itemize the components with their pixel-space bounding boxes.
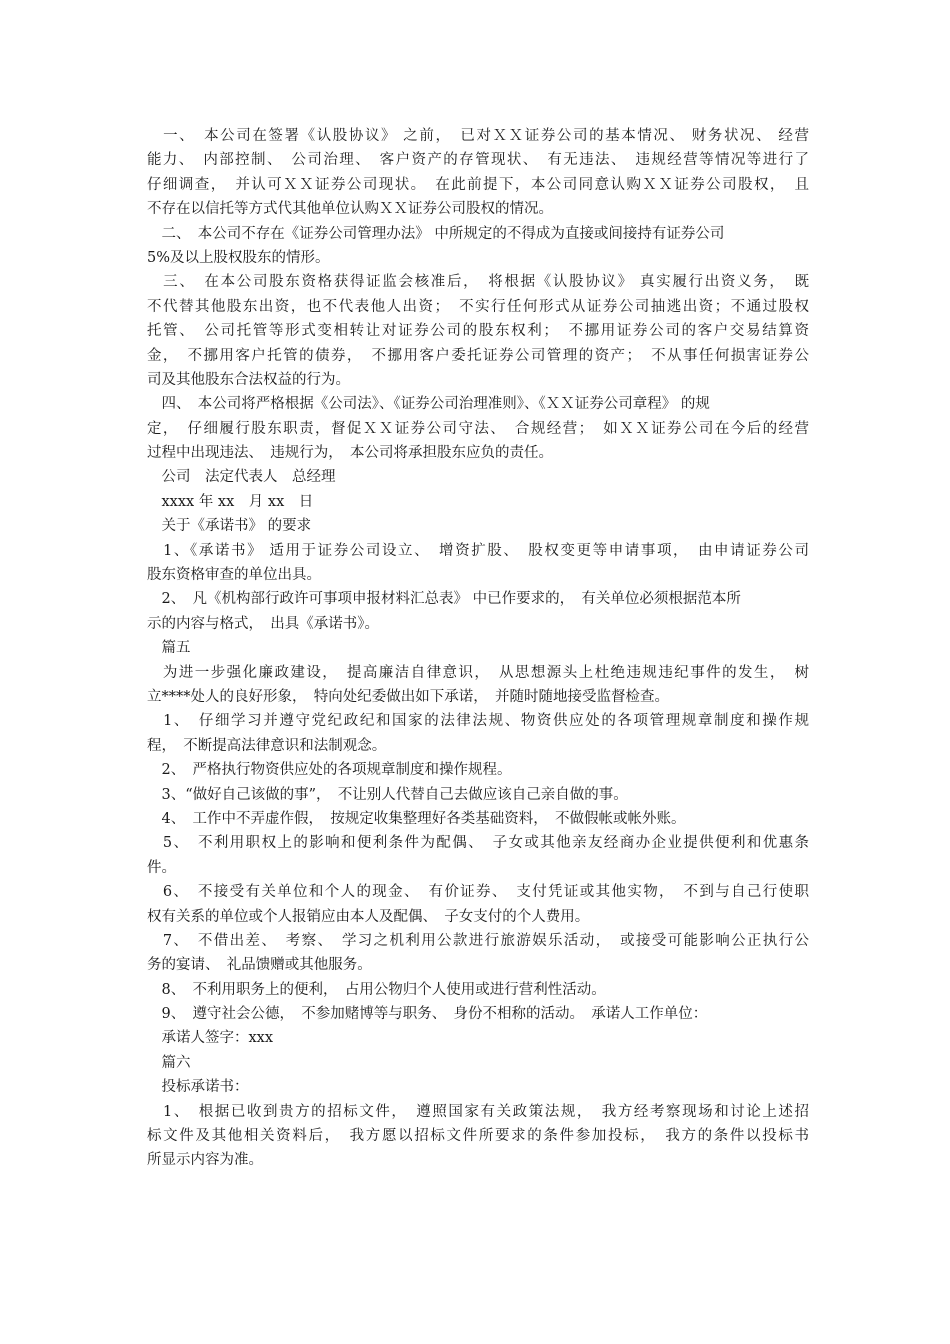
text-line: 公司 法定代表人 总经理 bbox=[147, 469, 336, 486]
text-line: 权有关系的单位或个人报销应由本人及配偶、 子女支付的个人费用。 bbox=[147, 908, 590, 925]
text-line: 托管、 公司托管等形式变相转让对证券公司的股东权利； 不挪用证券公司的客户交易结算资 bbox=[147, 323, 809, 340]
text-line: 四、 本公司将严格根据《公司法》、《证券公司治理准则》、《ＸＸ证券公司章程》 的规 bbox=[147, 396, 710, 413]
text-line: 不存在以信托等方式代其他单位认购ＸＸ证券公司股权的情况。 bbox=[147, 201, 553, 218]
text-line: 程， 不断提高法律意识和法制观念。 bbox=[147, 737, 387, 754]
text-line: xxxx 年 xx 月 xx 日 bbox=[147, 493, 314, 510]
text-line: 1、《承诺书》 适用于证券公司设立、 增资扩股、 股权变更等申请事项， 由申请证券公司 bbox=[147, 542, 809, 559]
text-line: 标文件及其他相关资料后， 我方愿以招标文件所要求的条件参加投标， 我方的条件以投标书 bbox=[147, 1128, 809, 1145]
text-line: 过程中出现违法、 违规行为， 本公司将承担股东应负的责任。 bbox=[147, 445, 553, 462]
text-line: 司及其他股东合法权益的行为。 bbox=[147, 371, 350, 388]
section-heading: 篇六 bbox=[147, 1054, 191, 1071]
text-line: 为进一步强化廉政建设， 提高廉洁自律意识， 从思想源头上杜绝违规违纪事件的发生， 树 bbox=[147, 664, 809, 681]
section-heading: 篇五 bbox=[147, 640, 191, 657]
text-line: 1、 根据已收到贵方的招标文件， 遵照国家有关政策法规， 我方经考察现场和讨论上述招 bbox=[147, 1103, 809, 1120]
text-line: 能力、 内部控制、 公司治理、 客户资产的存管现状、 有无违法、 违规经营等情况等进行了 bbox=[147, 152, 809, 169]
text-line: 一、 本公司在签署《认股协议》 之前， 已对ＸＸ证券公司的基本情况、 财务状况、 经营 bbox=[147, 128, 809, 144]
text-line: 金， 不挪用客户托管的债券， 不挪用客户委托证券公司管理的资产； 不从事任何损害证券公 bbox=[147, 347, 809, 364]
text-line: 不代替其他股东出资，也不代表他人出资； 不实行任何形式从证券公司抽逃出资；不通过股权 bbox=[147, 298, 809, 315]
text-line: 承诺人签字：xxx bbox=[147, 1030, 274, 1047]
text-line: 6、 不接受有关单位和个人的现金、 有价证券、 支付凭证或其他实物， 不到与自己行使职 bbox=[147, 884, 809, 901]
text-line: 立****处人的良好形象， 特向处纪委做出如下承诺， 并随时随地接受监督检查。 bbox=[147, 688, 669, 705]
text-line: 三、 在本公司股东资格获得证监会核准后， 将根据《认股协议》 真实履行出资义务， 既 bbox=[147, 274, 809, 291]
text-line: 2、 严格执行物资供应处的各项规章制度和操作规程。 bbox=[147, 762, 512, 779]
text-line: 件。 bbox=[147, 859, 176, 876]
text-line: 7、 不借出差、 考察、 学习之机利用公款进行旅游娱乐活动， 或接受可能影响公正执行公 bbox=[147, 932, 809, 949]
text-line: 二、 本公司不存在《证券公司管理办法》 中所规定的不得成为直接或间接持有证券公司 bbox=[147, 225, 725, 242]
text-line: 股东资格审查的单位出具。 bbox=[147, 567, 321, 584]
text-line: 4、 工作中不弄虚作假， 按规定收集整理好各类基础资料， 不做假帐或帐外账。 bbox=[147, 810, 686, 827]
text-line: 仔细调查， 并认可ＸＸ证券公司现状。 在此前提下，本公司同意认购ＸＸ证券公司股权， 且 bbox=[147, 176, 809, 193]
text-line: 5、 不利用职权上的影响和便利条件为配偶、 子女或其他亲友经商办企业提供便利和优惠条 bbox=[147, 835, 809, 852]
document-body bbox=[147, 124, 809, 1173]
text-line: 定， 仔细履行股东职责，督促ＸＸ证券公司守法、 合规经营； 如ＸＸ证券公司在今后的经营 bbox=[147, 420, 809, 437]
text-line: 示的内容与格式， 出具《承诺书》。 bbox=[147, 615, 379, 632]
text-line: 8、 不利用职务上的便利， 占用公物归个人使用或进行营利性活动。 bbox=[147, 981, 606, 998]
text-line: 关于《承诺书》 的要求 bbox=[147, 518, 312, 535]
text-line: 5%及以上股权股东的情形。 bbox=[147, 249, 330, 266]
text-line: 投标承诺书： bbox=[147, 1079, 249, 1096]
text-line: 2、 凡《机构部行政许可事项申报材料汇总表》 中已作要求的， 有关单位必须根据范本所 bbox=[147, 591, 741, 608]
text-line: 所显示内容为准。 bbox=[147, 1152, 263, 1169]
text-line: 务的宴请、 礼品馈赠或其他服务。 bbox=[147, 957, 372, 974]
text-line: 3、“做好自己该做的事”， 不让别人代替自己去做应该自己亲自做的事。 bbox=[147, 786, 628, 803]
text-line: 1、 仔细学习并遵守党纪政纪和国家的法律法规、物资供应处的各项管理规章制度和操作规 bbox=[147, 713, 809, 730]
text-line: 9、 遵守社会公德， 不参加赌博等与职务、 身份不相称的活动。 承诺人工作单位： bbox=[147, 1006, 708, 1023]
